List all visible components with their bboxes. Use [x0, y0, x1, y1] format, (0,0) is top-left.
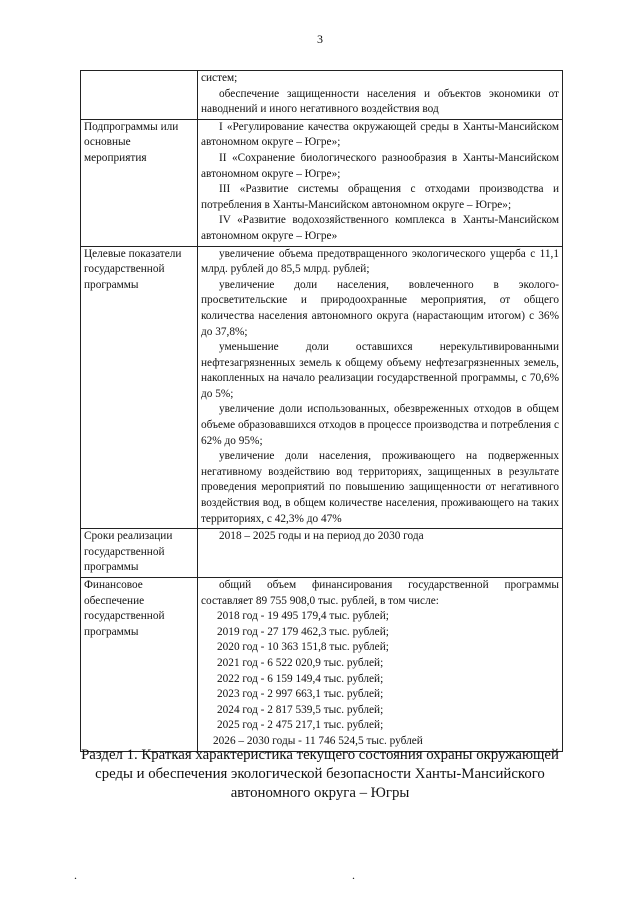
paragraph: увеличение доли использованных, обезвреженных отходов в общем объеме образовавшихся отходов в процессе производства и потребления с 62% до 95%;: [201, 403, 559, 447]
finance-year: 2025 год - 2 475 217,1 тыс. рублей;: [217, 719, 384, 732]
paragraph: систем;: [201, 72, 238, 84]
row-label: Сроки реализации государственной программы: [81, 529, 198, 578]
finance-year: 2018 год - 19 495 179,4 тыс. рублей;: [217, 610, 389, 623]
paragraph: увеличение объема предотвращенного экологического ущерба с 11,1 млрд. рублей до 85,5 млрд. рублей;: [201, 247, 559, 276]
paragraph: 2018 – 2025 годы и на период до 2030 года: [219, 530, 424, 543]
row-label: Целевые показатели государственной программы: [81, 246, 198, 529]
finance-year: 2024 год - 2 817 539,5 тыс. рублей;: [217, 703, 384, 716]
finance-intro: общий объем финансирования государственной программы составляет 89 755 908,0 тыс. рублей, в том числе:: [201, 579, 559, 607]
row-content: [198, 71, 563, 120]
finance-year: 2023 год - 2 997 663,1 тыс. рублей;: [217, 688, 384, 701]
table-row: [81, 71, 563, 120]
table-row: [81, 246, 563, 529]
row-content: [198, 246, 563, 529]
finance-year: 2021 год - 6 522 020,9 тыс. рублей;: [217, 656, 384, 669]
page-number: 3: [317, 32, 323, 46]
row-content: [198, 119, 563, 246]
program-passport-table: [80, 70, 563, 752]
paragraph: III «Развитие системы обращения с отходами производства и потребления в Ханты-Мансийском автономном округе – Югре»;: [201, 183, 559, 211]
paragraph: уменьшение доли оставшихся нерекультивированными нефтезагрязненных земель к общему объему нефтезагрязненных земель, накопленных на начало реализации государственной программы, с 70,6% до 5%;: [201, 341, 559, 400]
finance-year: 2022 год - 6 159 149,4 тыс. рублей;: [217, 672, 384, 685]
table-row: [81, 529, 563, 578]
finance-period: 2026 – 2030 годы - 11 746 524,5 тыс. рублей: [213, 734, 423, 747]
row-label: [81, 71, 198, 120]
row-label: Подпрограммы или основные мероприятия: [81, 119, 198, 246]
paragraph: IV «Развитие водохозяйственного комплекса в Ханты-Мансийском автономном округе – Югре»: [201, 214, 559, 242]
paragraph: II «Сохранение биологического разнообразия в Ханты-Мансийском автономном округе – Югре»;: [201, 151, 559, 180]
paragraph: обеспечение защищенности населения и объектов экономики от наводнений и иного негативного воздействия вод: [201, 87, 559, 116]
section-title: Раздел 1. Краткая характеристика текущего состояния охраны окружающей среды и обеспечения экологической безопасности Ханты-Мансийского автономного округа – Югры: [81, 747, 559, 801]
table-row: [81, 119, 563, 246]
finance-year: 2019 год - 27 179 462,3 тыс. рублей;: [217, 625, 389, 638]
paragraph: I «Регулирование качества окружающей среды в Ханты-Мансийском автономном округе – Югре»;: [201, 120, 559, 149]
dot-mark: .: [352, 868, 355, 882]
dot-mark: .: [74, 868, 77, 882]
finance-year: 2020 год - 10 363 151,8 тыс. рублей;: [217, 641, 389, 654]
table-row: [81, 578, 563, 752]
row-content: [198, 529, 563, 578]
finance-content: [198, 578, 563, 752]
paragraph: увеличение доли населения, вовлеченного в эколого-просветительские и природоохранные мероприятия, от общего количества населения автономного округа (нарастающим итогом) с 36% до 37,8%;: [201, 278, 559, 338]
row-label: Финансовое обеспечение государственной программы: [81, 578, 198, 752]
paragraph: увеличение доли населения, проживающего на подверженных негативному воздействию вод территориях, защищенных в результате проведения мероприятий по повышению защищенности от негативного воздействия вод, в общем количестве населения, проживающего на таких территориях, с 42,3% до 47%: [201, 450, 559, 525]
